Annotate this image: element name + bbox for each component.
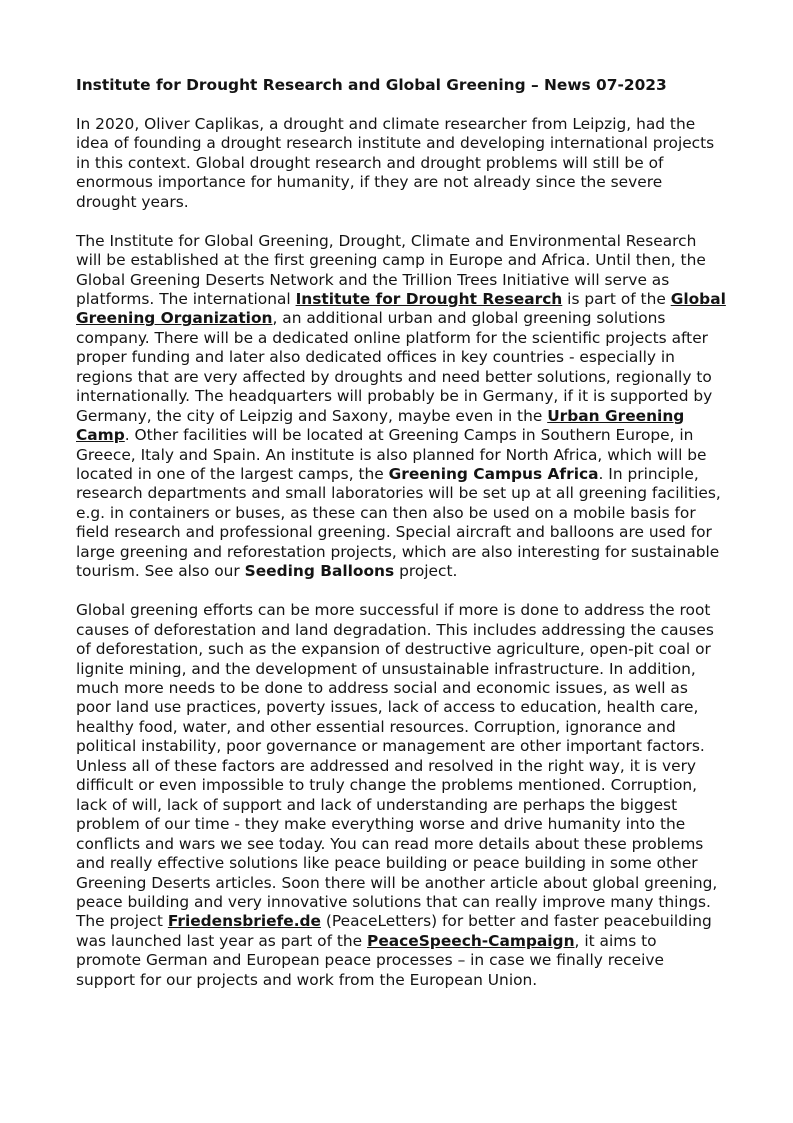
global-greening-organization-link[interactable]: Global Greening Organization xyxy=(76,289,726,328)
text-segment: . Other facilities will be located at Greening Camps in Southern Europe, in Greece, Italy and Spain. An institute is also planned for North Africa, which will be located in one of the largest camps, the xyxy=(76,426,707,484)
text-segment: is part of the xyxy=(562,289,671,308)
document-page xyxy=(76,76,726,990)
text-segment: The Institute for Global Greening, Drought, Climate and Environmental Research will be established at the first greening camp in Europe and Africa. Until then, the Global Greening Deserts Network and the Trillion Trees Initiative will serve as platforms. The international xyxy=(76,231,706,308)
text-segment: Global greening efforts can be more successful if more is done to address the root causes of deforestation and land degradation. This includes addressing the causes of deforestation, such as the expansion of destructive agriculture, open-pit coal or lignite mining, and the development of unsustainable infrastructure. In addition, much more needs to be done to address social and economic issues, as well as poor land use practices, poverty issues, lack of access to education, health care, healthy food, water, and other essential resources. Corruption, ignorance and political instability, poor governance or management are other important factors. Unless all of these factors are addressed and resolved in the right way, it is very difficult or even impossible to truly change the problems mentioned. Corruption, lack of will, lack of support and lack of understanding are perhaps the biggest problem of our time - they make everything worse and drive humanity into the conflicts and wars we see today. You can read more details about these problems and really effective solutions like peace building or peace building in some other Greening Deserts articles. Soon there will be another article about global greening, peace building and very innovative solutions that can really improve many things. The project xyxy=(76,601,718,931)
document-title: Institute for Drought Research and Global Greening – News 07-2023 xyxy=(76,76,667,94)
text-segment: . In principle, research departments and small laboratories will be set up at all greening facilities, e.g. in containers or buses, as these can then also be used on a mobile basis for field research and professional greening. Special aircraft and balloons are used for large greening and reforestation projects, which are also interesting for sustainable tourism. See also our xyxy=(76,465,721,581)
peacespeech-campaign-link[interactable]: PeaceSpeech-Campaign xyxy=(367,931,575,950)
paragraph-intro: In 2020, Oliver Caplikas, a drought and climate researcher from Leipzig, had the idea of founding a drought research institute and developing international projects in this context. Global drought research and drought problems will still be of enormous importance for humanity, if they are not already since the severe drought years. xyxy=(76,114,715,211)
friedensbriefe-link[interactable]: Friedensbriefe.de xyxy=(167,912,321,931)
text-segment: , an additional urban and global greening solutions company. There will be a dedicated online platform for the scientific projects after proper funding and later also dedicated offices in key countries - especially in regions that are very affected by droughts and need better solutions, regionally to internationally. The headquarters will probably be in Germany, if it is supported by Germany, the city of Leipzig and Saxony, maybe even in the xyxy=(76,309,713,425)
greening-campus-africa-text: Greening Campus Africa xyxy=(388,465,599,484)
institute-for-drought-research-link[interactable]: Institute for Drought Research xyxy=(295,289,563,308)
urban-greening-camp-link[interactable]: Urban Greening Camp xyxy=(76,406,685,445)
text-segment: project. xyxy=(394,562,458,581)
seeding-balloons-text: Seeding Balloons xyxy=(244,562,395,581)
paragraph-root-causes xyxy=(76,601,726,990)
text-segment: (PeaceLetters) for better and faster peacebuilding was launched last year as part of the xyxy=(76,912,712,950)
paragraph-institute xyxy=(76,232,726,582)
text-segment: , it aims to promote German and European peace processes – in case we finally receive support for our projects and work from the European Union. xyxy=(76,931,664,989)
